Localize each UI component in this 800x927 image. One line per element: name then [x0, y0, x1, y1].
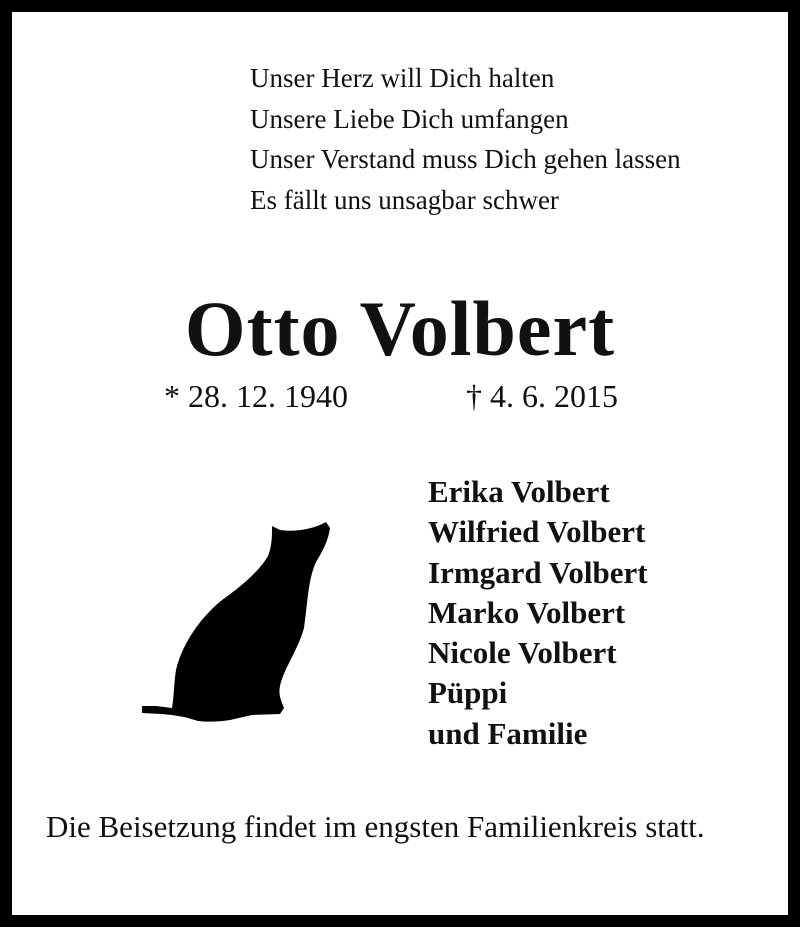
- birth-date: * 28. 12. 1940: [164, 378, 348, 414]
- family-member: und Familie: [428, 715, 588, 751]
- poem-line: Es fällt uns unsagbar schwer: [250, 184, 559, 215]
- family-member: Püppi: [428, 675, 508, 711]
- death-date: † 4. 6. 2015: [466, 378, 618, 414]
- family-member: Irmgard Volbert: [428, 554, 648, 590]
- poem-line: Unser Verstand muss Dich gehen lassen: [250, 144, 681, 174]
- family-member: Wilfried Volbert: [428, 514, 646, 550]
- cat-silhouette-icon: [132, 510, 330, 722]
- family-member: Marko Volbert: [428, 594, 626, 630]
- family-member: Nicole Volbert: [428, 635, 617, 671]
- deceased-name: Otto Volbert: [184, 285, 616, 372]
- poem: [250, 58, 681, 220]
- funeral-notice: Die Beisetzung findet im engsten Familienkreis statt.: [46, 809, 705, 844]
- poem-line: Unser Herz will Dich halten: [250, 63, 555, 93]
- family-member: Erika Volbert: [428, 474, 610, 509]
- poem-line: Unsere Liebe Dich umfangen: [250, 103, 569, 134]
- family-list: [428, 472, 648, 754]
